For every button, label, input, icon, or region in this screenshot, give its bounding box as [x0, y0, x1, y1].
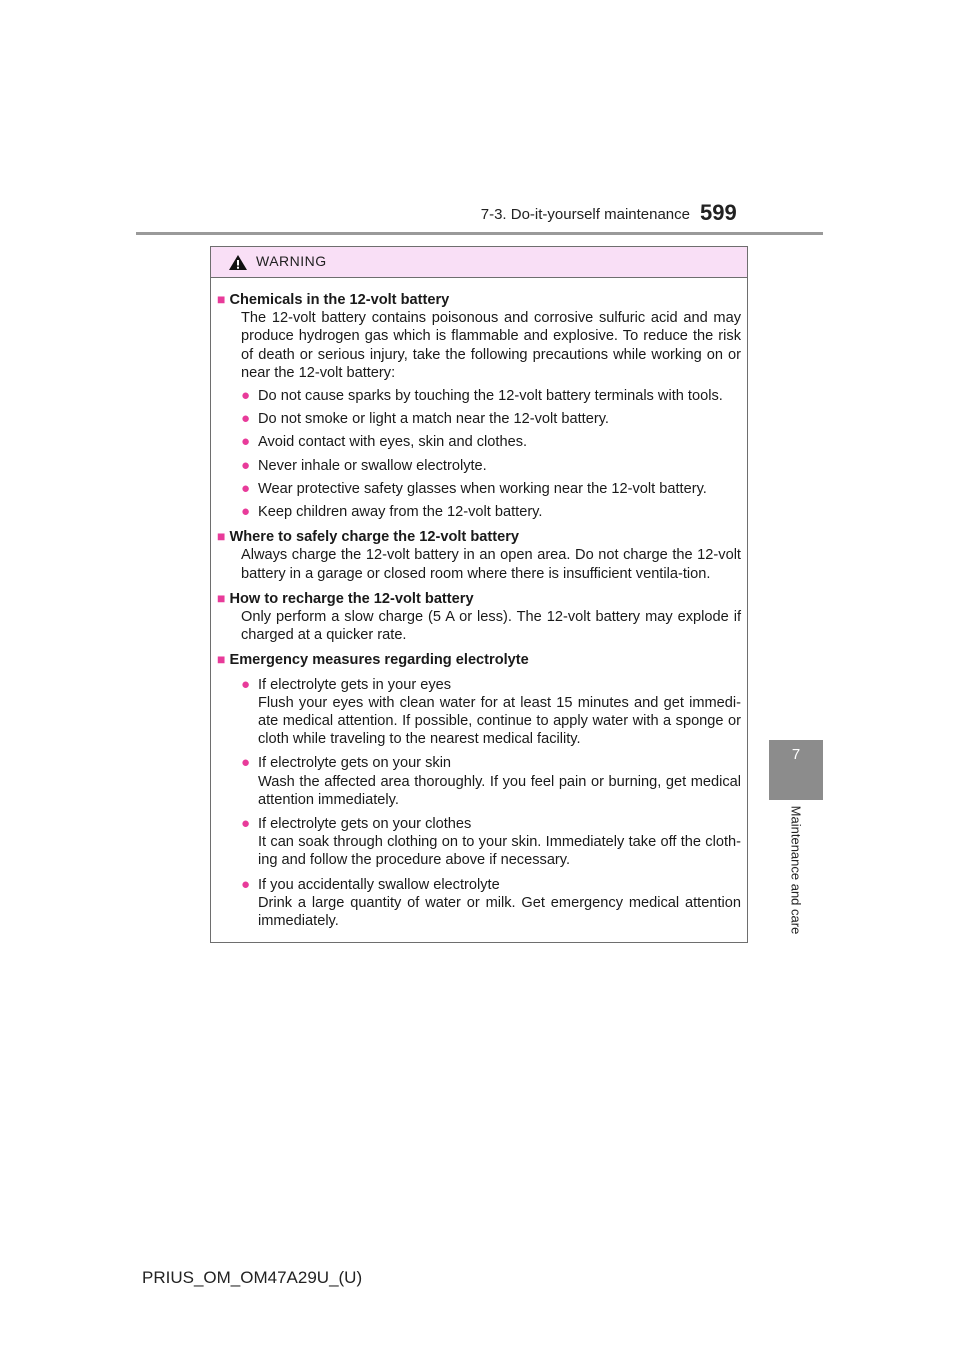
list-item: [217, 876, 741, 931]
square-bullet-icon: ■: [217, 651, 226, 668]
circle-bullet-icon: ●: [241, 387, 251, 405]
header-divider: [136, 232, 823, 235]
item-text: Drink a large quantity of water or milk. Get emergency medical attention immediately.: [258, 894, 741, 930]
circle-bullet-icon: ●: [241, 754, 251, 772]
item-text: It can soak through clothing on to your skin. Immediately take off the cloth-ing and follow the procedure above if necessary.: [258, 834, 741, 869]
list-item: [217, 815, 741, 870]
section-chemicals: [217, 290, 741, 521]
list-item: ● Never inhale or swallow electrolyte.: [241, 456, 487, 474]
item-text: Flush your eyes with clean water for at least 15 minutes and get immedi-ate medical attention. If possible, continue to apply water with a sponge or cloth while traveling to the nearest medical facility.: [258, 694, 741, 748]
chapter-tab: [769, 740, 823, 800]
chapter-number: 7: [791, 746, 801, 763]
item-title: If electrolyte gets on your clothes: [258, 816, 472, 833]
warning-box: [210, 246, 748, 943]
list-item: ● Do not smoke or light a match near the 12-volt battery.: [241, 410, 609, 428]
warning-title: WARNING: [256, 253, 327, 269]
item-title: If you accidentally swallow electrolyte: [258, 876, 500, 893]
circle-bullet-icon: ●: [241, 433, 251, 451]
section-text: Always charge the 12-volt battery in an open area. Do not charge the 12-volt battery in a garage or closed room where there is insufficient ventila-tion.: [241, 547, 741, 582]
circle-bullet-icon: ●: [241, 875, 251, 893]
section-where-to-charge: [217, 527, 741, 583]
section-title: 7-3. Do-it-yourself maintenance: [480, 206, 690, 223]
section-text: The 12-volt battery contains poisonous and corrosive sulfuric acid and may produce hydrogen gas which is flammable and explosive. To reduce the risk of death or serious injury, take the following precautions while working on or near the 12-volt battery:: [241, 310, 741, 381]
circle-bullet-icon: ●: [241, 456, 251, 474]
item-title: If electrolyte gets on your skin: [258, 755, 452, 772]
item-text: Wash the affected area thoroughly. If you feel pain or burning, get medical attention immediately.: [258, 773, 741, 808]
footer-code: PRIUS_OM_OM47A29U_(U): [142, 1268, 363, 1287]
warning-triangle-icon: [228, 254, 248, 271]
list-item: ● Avoid contact with eyes, skin and clothes.: [241, 433, 528, 451]
section-emergency-measures: [217, 650, 741, 930]
section-text: Only perform a slow charge (5 A or less). The 12-volt battery may explode if charged at a quicker rate.: [241, 609, 741, 644]
circle-bullet-icon: ●: [241, 410, 251, 428]
section-heading: Chemicals in the 12-volt battery: [229, 292, 450, 308]
list-item: [217, 676, 741, 749]
item-title: If electrolyte gets in your eyes: [258, 676, 452, 693]
section-how-to-recharge: [217, 589, 741, 645]
list-item: ● Keep children away from the 12-volt battery.: [241, 503, 543, 521]
section-heading: Emergency measures regarding electrolyte: [229, 652, 529, 669]
circle-bullet-icon: ●: [241, 479, 251, 497]
list-item: ● Do not cause sparks by touching the 12-volt battery terminals with tools.: [241, 387, 723, 405]
square-bullet-icon: ■: [217, 291, 226, 307]
warning-body: [211, 278, 747, 930]
chapter-label: Maintenance and care: [788, 805, 804, 935]
circle-bullet-icon: ●: [241, 815, 251, 833]
circle-bullet-icon: ●: [241, 503, 251, 521]
square-bullet-icon: ■: [217, 589, 226, 606]
section-heading: How to recharge the 12-volt battery: [229, 590, 474, 607]
list-item: [217, 754, 741, 809]
square-bullet-icon: ■: [217, 528, 226, 545]
page-number: 599: [700, 200, 737, 225]
section-heading: Where to safely charge the 12-volt battery: [229, 529, 519, 546]
list-item: ● Wear protective safety glasses when working near the 12-volt battery.: [241, 479, 707, 497]
warning-header: [211, 247, 747, 278]
circle-bullet-icon: ●: [241, 675, 251, 693]
